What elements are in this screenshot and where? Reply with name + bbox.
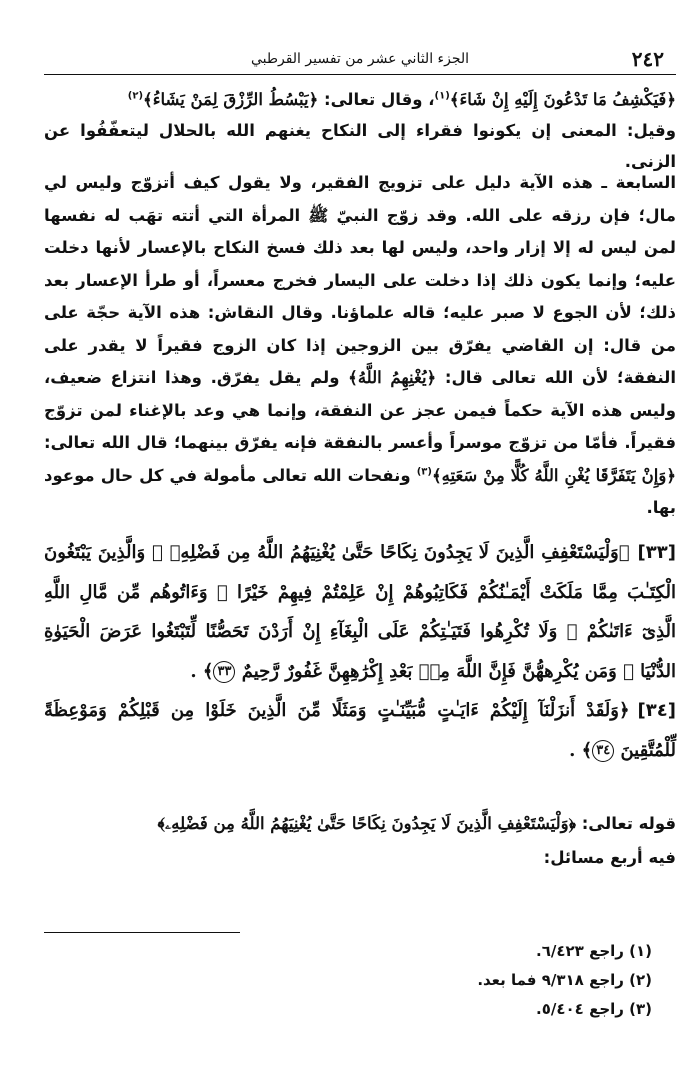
verse-text: ﴿وَلْيَسْتَعْفِفِ الَّذِينَ لَا يَجِدُونَ نِكَاحًا حَتَّىٰ يُغْنِيَهُمُ اللَّهُ مِن فَضْلِهِۦ ۗ وَالَّذِينَ يَبْتَغُونَ الْكِتَـٰبَ مِمَّا مَلَكَتْ أَيْمَـٰنُكُمْ فَكَاتِبُوهُمْ إِنْ عَلِمْتُمْ فِيهِمْ خَيْرًا ۖ وَءَاتُوهُم مِّن مَّالِ اللَّهِ الَّذِىٓ ءَاتَىٰكُمْ ۚ وَلَا تُكْرِهُوا فَتَيَـٰتِكُمْ عَلَى الْبِغَآءِ إِنْ أَرَدْنَ تَحَصُّنًا لِّتَبْتَغُوا عَرَضَ الْحَيَوٰةِ الدُّنْيَا ۚ وَمَن يُكْرِههُّنَّ فَإِنَّ اللَّهَ مِنۢ بَعْدِ إِكْرَٰهِهِنَّ غَفُورٌ رَّحِيمٌ [44, 542, 676, 682]
body-text: ولم يقل يفرّق. وهذا انتزاع ضعيف، وليس هذه الآية حكماً فيمن عجز عن النفقة، وإنما هي وعد بالإغناء لمن تزوّج فقيراً. فأمّا من تزوّج موسراً وأعسر بالنفقة فإنه يفرّق بينهما؛ قال الله تعالى: [44, 368, 676, 452]
intro-line-2: وقيل: المعنى إن يكونوا فقراء إلى النكاح يغنهم الله بالحلال ليتعفّفُوا عن الزنى. [44, 121, 676, 171]
intro-paragraph [44, 84, 676, 177]
quran-verses [44, 533, 676, 770]
quran-quote: ﴿وَلْيَسْتَعْفِفِ الَّذِينَ لَا يَجِدُونَ نِكَاحًا حَتَّىٰ يُغْنِيَهُمُ اللَّهُ مِن فَضْلِهِۦ﴾ [157, 814, 576, 833]
commentary-line-1 [44, 807, 676, 841]
footnote-divider [44, 932, 240, 933]
verse-number: [٣٤] [637, 700, 676, 721]
body-text: قوله تعالى: [575, 814, 676, 833]
verse-34 [44, 691, 676, 770]
running-title: الجزء الثاني عشر من تفسير القرطبي [250, 51, 470, 67]
body-text: ونفحات الله تعالى مأمولة في كل حال موعود بها. [44, 465, 676, 517]
quran-quote: ﴿يُغْنِهِمُ اللَّهُ﴾ [348, 368, 437, 387]
footnote-item: (٣) راجع ٥/٤٠٤. [536, 1000, 652, 1018]
quran-quote: ﴿وَإِنْ يَتَفَرَّقَا يُغْنِ اللَّهُ كُلًّا مِنْ سَعَتِهِ﴾ [431, 465, 676, 485]
footnote-item: (٢) راجع ٩/٣١٨ فما بعد. [477, 971, 652, 989]
page-number: ٢٤٢ [631, 47, 664, 71]
verse-33 [44, 533, 676, 691]
verse-text: ﴿وَلَقَدْ أَنزَلْنَآ إِلَيْكُمْ ءَايَـٰتٍ مُّبَيِّنَـٰتٍ وَمَثَلًا مِّنَ الَّذِينَ خَلَوْا مِن قَبْلِكُمْ وَمَوْعِظَةً لِّلْمُتَّقِينَ [44, 700, 676, 761]
intro-line-1 [44, 84, 676, 115]
commentary-line-2: فيه أربع مسائل: [543, 848, 676, 867]
verse-close: ﴾ . [569, 739, 593, 761]
ayah-marker-icon: ٣٤ [592, 740, 614, 762]
quran-quote: ﴿يَبْسُطُ الرِّزْقَ لِمَنْ يَشَاءُ﴾ [143, 90, 319, 109]
seventh-issue-paragraph [44, 167, 676, 525]
verse-close: ﴾ . [190, 660, 214, 682]
seventh-text [44, 167, 676, 525]
commentary-paragraph [44, 807, 676, 875]
footnote-ref: (١) [434, 90, 450, 102]
footnote-ref: (٣) [416, 466, 432, 477]
verse-number: [٣٣] [637, 542, 676, 563]
footnotes [252, 937, 652, 1024]
body-text: السابعة ـ هذه الآية دليل على تزويج الفقير، ولا يقول كيف أتزوّج وليس لي مال؛ فإن رزقه على الله. وقد زوّج النبيّ ﷺ المرأة التي أتته تهَب له نفسها لمن ليس له إلا إزار واحد، وليس لها بعد ذلك فسخ النكاح بالإعسار لأنها دخلت عليه؛ وإنما يكون ذلك إذا دخلت على اليسار فخرج معسراً، أو طرأ الإعسار بعد ذلك؛ لأن الجوع لا صبر عليه؛ قاله علماؤنا. وقال النقاش: هذه الآية حجّة على من قال: إن القاضي يفرّق بين الزوجين إذا كان الزوج فقيراً لا يقدر على النفقة؛ لأن الله تعالى قال: [44, 173, 676, 387]
footnote-ref: (٢) [127, 90, 144, 102]
page-header [44, 46, 676, 75]
quran-quote: ﴿فَيَكْشِفُ مَا تَدْعُونَ إِلَيْهِ إِنْ شَاءَ﴾ [449, 90, 676, 109]
ayah-marker-icon: ٣٣ [213, 661, 235, 683]
footnote-item: (١) راجع ٦/٤٢٣. [536, 942, 652, 960]
connector-text: ، وقال تعالى: [318, 90, 435, 109]
